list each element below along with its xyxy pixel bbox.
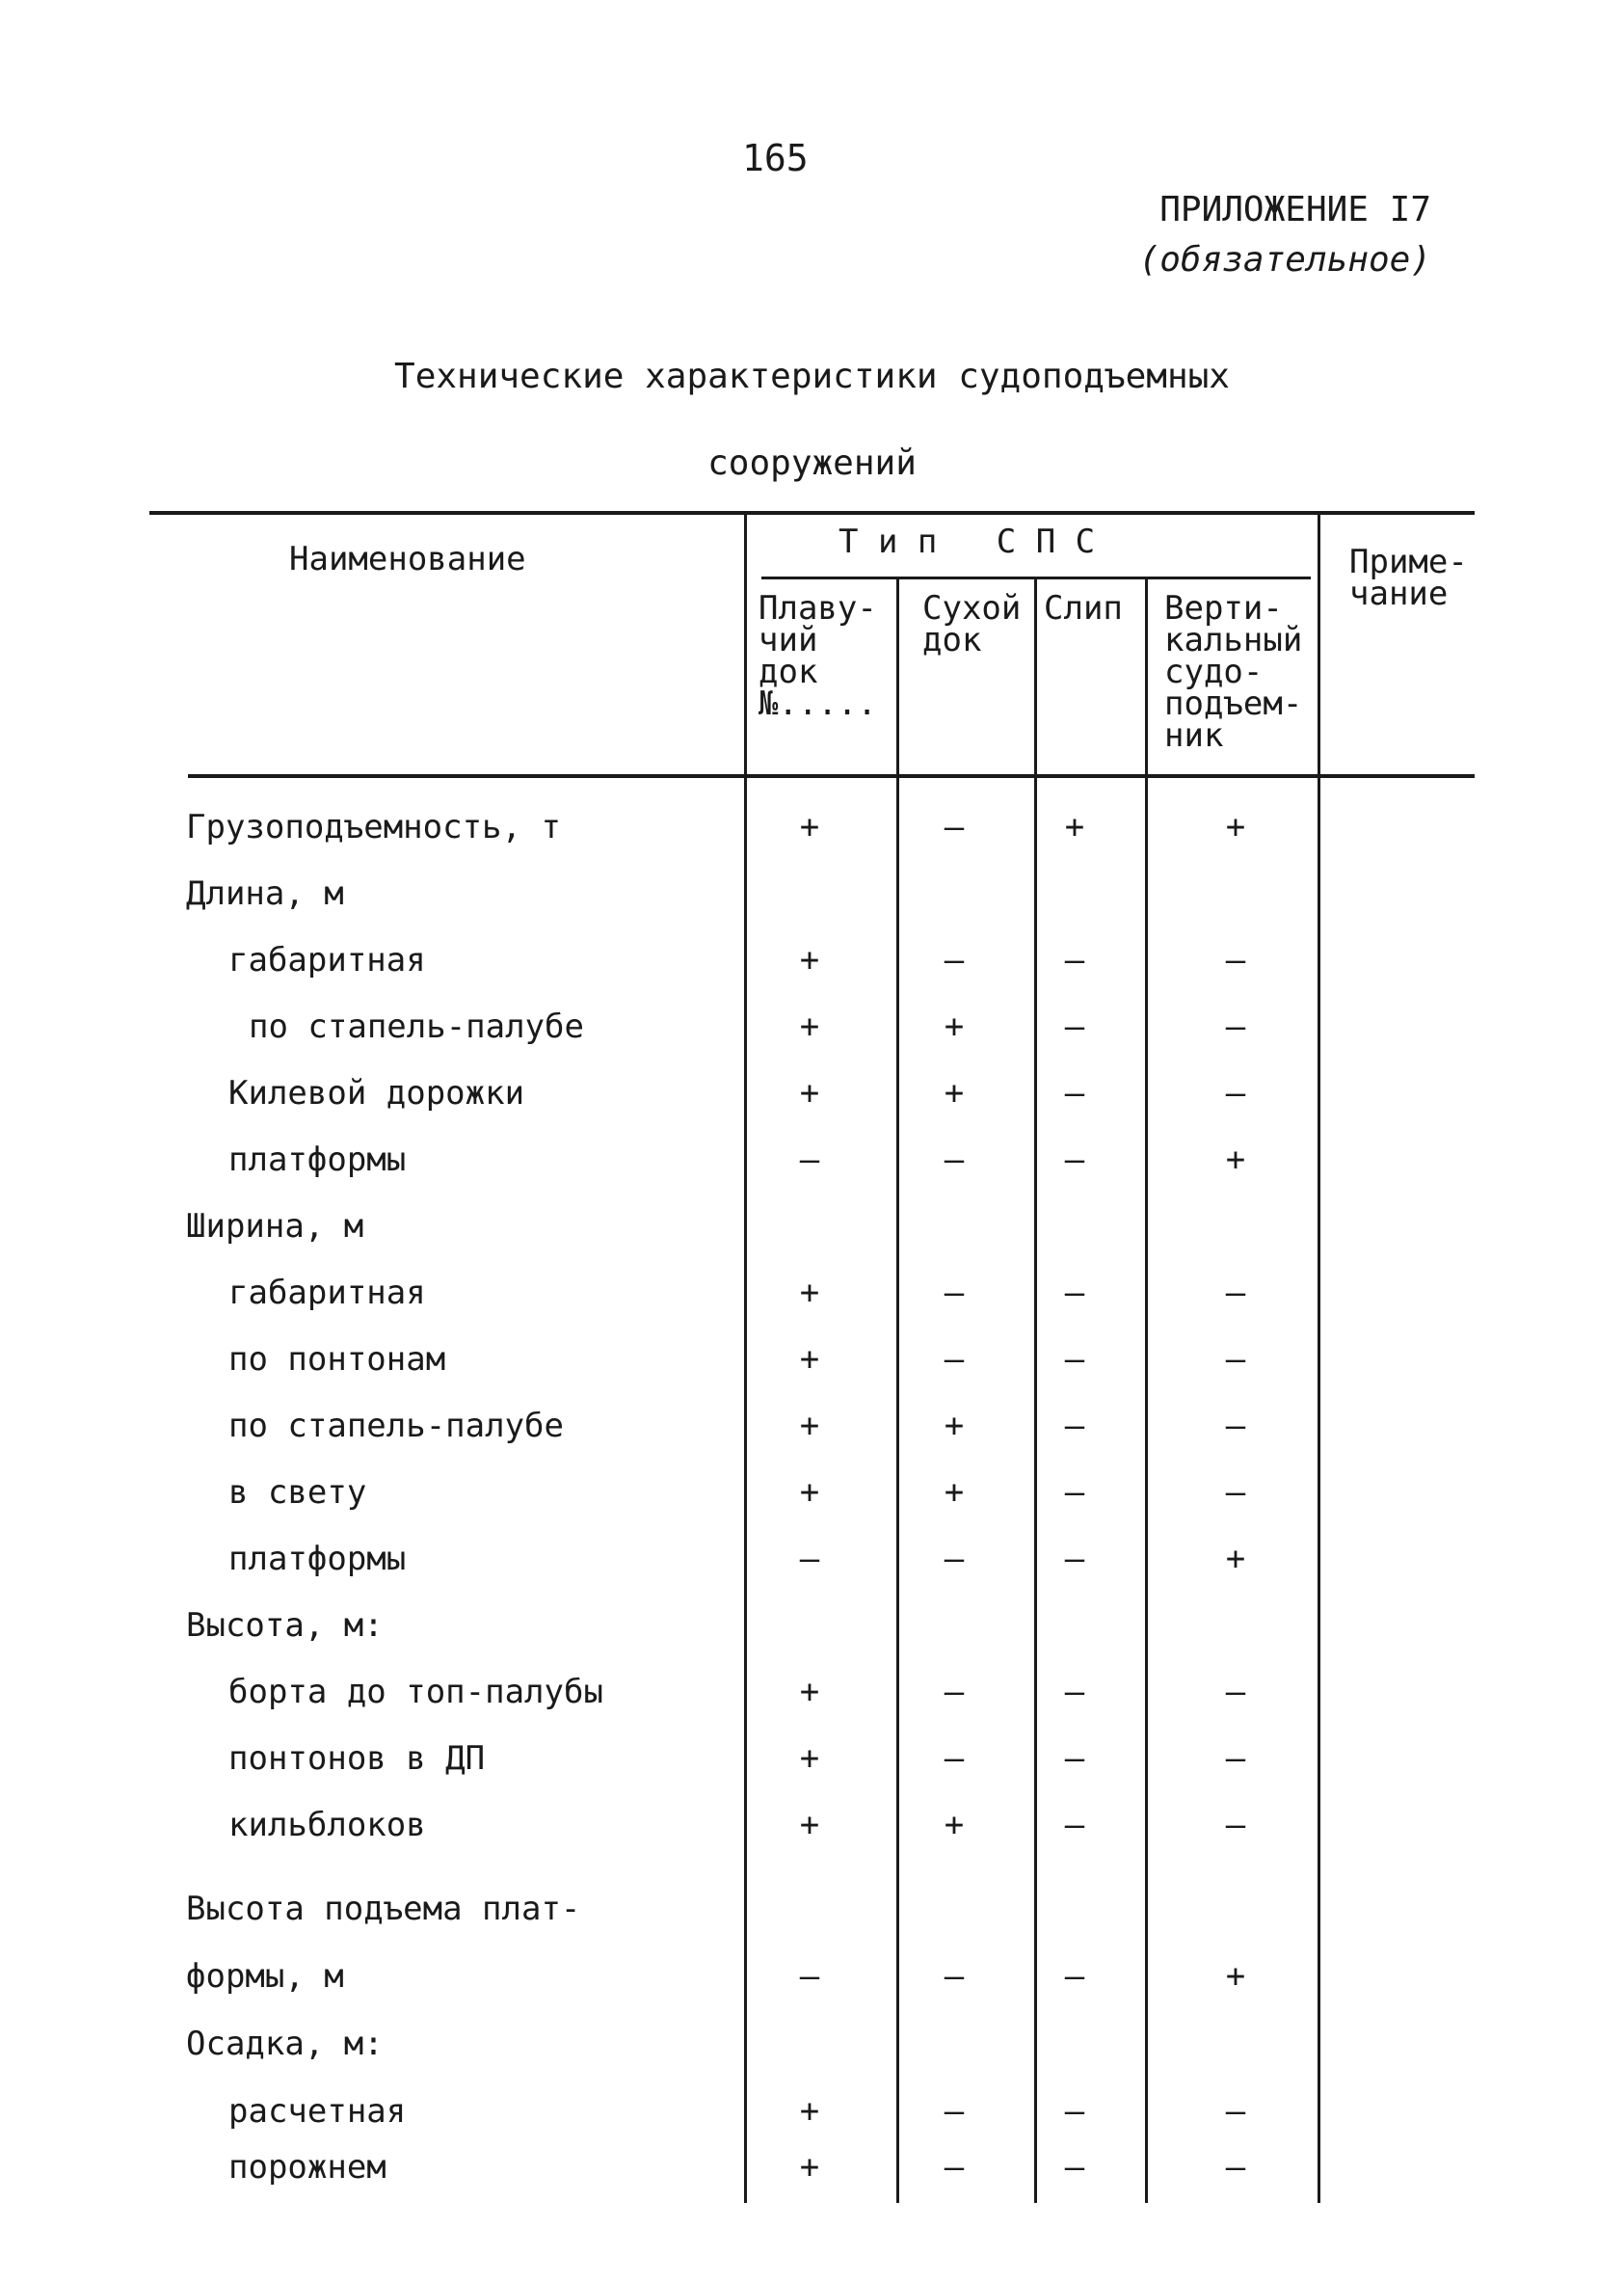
table-cell-mark: + xyxy=(799,808,820,846)
row-label: в свету xyxy=(228,1473,367,1512)
header-slipway: Слип xyxy=(1044,589,1123,628)
row-label: Грузоподъемность, т xyxy=(186,808,561,846)
row-label: габаритная xyxy=(228,941,426,980)
row-label: платформы xyxy=(228,1540,407,1578)
table-cell-mark: + xyxy=(799,1007,820,1046)
row-label: Ширина, м xyxy=(186,1207,364,1246)
row-label: Осадка, м: xyxy=(186,2025,384,2063)
table-cell-mark: + xyxy=(799,1473,820,1512)
table-cell-mark: + xyxy=(1225,808,1246,846)
table-cell-mark: – xyxy=(1064,1074,1085,1113)
header-note: Приме- чание xyxy=(1349,543,1468,613)
table-cell-mark: – xyxy=(1225,2148,1246,2187)
table-cell-mark: + xyxy=(1225,1141,1246,1179)
table-cell-mark: + xyxy=(799,1274,820,1312)
table-cell-mark: – xyxy=(944,1739,965,1778)
table-cell-mark: + xyxy=(944,1074,965,1113)
appendix-note: (обязательное) xyxy=(1138,240,1431,280)
table-cell-mark: – xyxy=(1225,1007,1246,1046)
title-line-1: Технические характеристики судоподъемных xyxy=(394,357,1230,396)
table-cell-mark: – xyxy=(1225,2092,1246,2131)
col-rule-2 xyxy=(896,578,899,2203)
table-cell-mark: – xyxy=(944,1673,965,1711)
row-label: габаритная xyxy=(228,1274,426,1312)
table-cell-mark: – xyxy=(1225,1340,1246,1379)
table-cell-mark: – xyxy=(944,1141,965,1179)
appendix-heading xyxy=(1139,185,1431,285)
table-cell-mark: – xyxy=(1225,1673,1246,1711)
table-cell-mark: – xyxy=(1064,2148,1085,2187)
table-cell-mark: – xyxy=(944,1540,965,1578)
table-cell-mark: – xyxy=(1225,1739,1246,1778)
table-cell-mark: – xyxy=(799,1957,820,1996)
table-cell-mark: – xyxy=(1064,2092,1085,2131)
header-name: Наименование xyxy=(289,540,526,578)
table-cell-mark: – xyxy=(1064,1007,1085,1046)
table-cell-mark: + xyxy=(799,1407,820,1445)
table-cell-mark: – xyxy=(1064,1957,1085,1996)
table-top-rule xyxy=(149,511,1475,515)
table-cell-mark: + xyxy=(944,1407,965,1445)
row-label: расчетная xyxy=(228,2092,407,2131)
table-cell-mark: – xyxy=(944,1340,965,1379)
table-cell-mark: – xyxy=(944,941,965,980)
table-cell-mark: – xyxy=(1064,1274,1085,1312)
header-bottom-rule xyxy=(188,774,1475,778)
table-cell-mark: – xyxy=(799,1540,820,1578)
table-cell-mark: – xyxy=(1064,1473,1085,1512)
table-cell-mark: – xyxy=(944,1274,965,1312)
row-label: формы, м xyxy=(186,1957,344,1996)
header-vertical-lift: Верти- кальный судо- подъем- ник xyxy=(1164,589,1303,755)
table-cell-mark: + xyxy=(799,1806,820,1844)
table-cell-mark: + xyxy=(799,941,820,980)
header-type-group: Т и п С П С xyxy=(839,523,1096,561)
row-label: Высота подъема плат- xyxy=(186,1890,581,1928)
table-cell-mark: – xyxy=(944,808,965,846)
document-title xyxy=(0,334,1624,507)
title-line-2: сооружений xyxy=(707,443,917,483)
row-label: понтонов в ДП xyxy=(228,1739,486,1778)
table-cell-mark: – xyxy=(944,1957,965,1996)
col-rule-1 xyxy=(744,511,747,2203)
row-label: Килевой дорожки xyxy=(228,1074,525,1113)
col-rule-5 xyxy=(1318,511,1320,2203)
table-cell-mark: + xyxy=(1225,1957,1246,1996)
row-label: порожнем xyxy=(228,2148,386,2187)
table-cell-mark: – xyxy=(1225,1806,1246,1844)
table-cell-mark: – xyxy=(1064,1407,1085,1445)
table-cell-mark: + xyxy=(1225,1540,1246,1578)
row-label: по стапель-палубе xyxy=(228,1407,564,1445)
table-cell-mark: + xyxy=(799,1340,820,1379)
table-cell-mark: + xyxy=(799,1074,820,1113)
table-cell-mark: – xyxy=(1225,1074,1246,1113)
table-cell-mark: – xyxy=(944,2092,965,2131)
table-cell-mark: – xyxy=(799,1141,820,1179)
col-rule-4 xyxy=(1145,578,1148,2203)
table-cell-mark: – xyxy=(1225,1274,1246,1312)
row-label: платформы xyxy=(228,1141,407,1179)
table-cell-mark: – xyxy=(1064,1673,1085,1711)
table-cell-mark: – xyxy=(944,2148,965,2187)
table-cell-mark: + xyxy=(799,2092,820,2131)
table-cell-mark: – xyxy=(1225,941,1246,980)
table-cell-mark: – xyxy=(1064,1739,1085,1778)
row-label: кильблоков xyxy=(228,1806,426,1844)
table-cell-mark: – xyxy=(1064,941,1085,980)
row-label: по понтонам xyxy=(228,1340,446,1379)
col-rule-3 xyxy=(1034,578,1037,2203)
table-cell-mark: + xyxy=(1064,808,1085,846)
row-label: по стапель-палубе xyxy=(249,1007,584,1046)
table-cell-mark: + xyxy=(799,1673,820,1711)
table-cell-mark: – xyxy=(1064,1540,1085,1578)
table-cell-mark: + xyxy=(799,2148,820,2187)
row-label: Высота, м: xyxy=(186,1606,384,1645)
table-cell-mark: – xyxy=(1064,1340,1085,1379)
table-cell-mark: + xyxy=(944,1473,965,1512)
table-cell-mark: – xyxy=(1225,1473,1246,1512)
appendix-label: ПРИЛОЖЕНИЕ I7 xyxy=(1159,190,1431,229)
row-label: борта до топ-палубы xyxy=(228,1673,603,1711)
row-label: Длина, м xyxy=(186,874,344,913)
page-number: 165 xyxy=(742,137,809,179)
table-cell-mark: – xyxy=(1225,1407,1246,1445)
table-cell-mark: + xyxy=(799,1739,820,1778)
table-cell-mark: – xyxy=(1064,1806,1085,1844)
header-floating-dock: Плаву- чий док №..... xyxy=(759,589,877,723)
header-dry-dock: Сухой док xyxy=(922,589,1022,659)
table-cell-mark: + xyxy=(944,1007,965,1046)
table-cell-mark: + xyxy=(944,1806,965,1844)
table-cell-mark: – xyxy=(1064,1141,1085,1179)
